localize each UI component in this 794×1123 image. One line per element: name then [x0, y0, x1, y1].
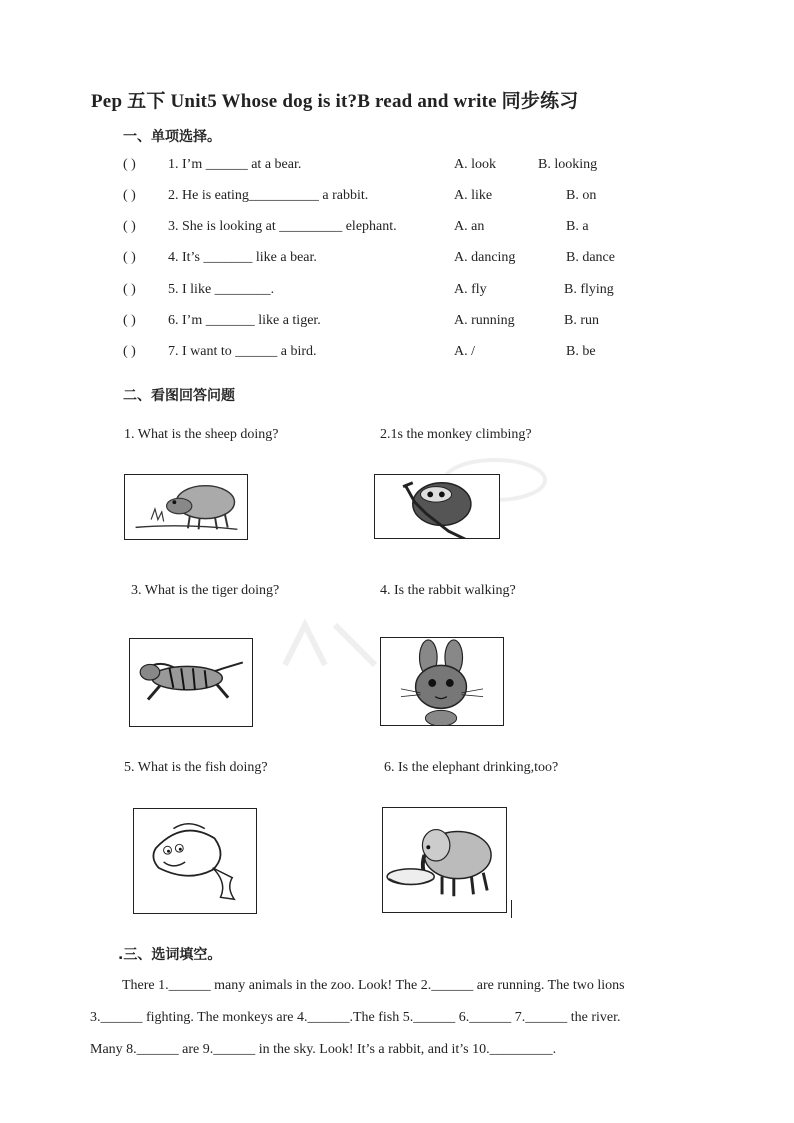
option-b: B. dance — [566, 250, 615, 265]
fish-icon — [134, 809, 256, 913]
answer-blank[interactable]: ( ) — [123, 157, 136, 172]
sheep-icon — [125, 475, 247, 539]
option-b: B. looking — [538, 157, 598, 172]
option-b: B. on — [566, 188, 597, 203]
question-stem: 3. She is looking at _________ elephant. — [168, 219, 397, 234]
tiger-icon — [130, 639, 252, 726]
fill-paragraph — [90, 970, 710, 1066]
elephant-icon — [383, 808, 506, 912]
picture-question-3: 3. What is the tiger doing? — [131, 583, 280, 598]
option-a: A. look — [454, 157, 496, 172]
answer-blank[interactable]: ( ) — [123, 188, 136, 203]
option-b: B. be — [566, 344, 596, 359]
answer-blank[interactable]: ( ) — [123, 219, 136, 234]
option-a: A. like — [454, 188, 493, 203]
option-b: B. run — [564, 313, 599, 328]
mc-question-6 — [123, 313, 623, 333]
question-stem: 5. I like ________. — [168, 282, 275, 297]
option-a: A. running — [454, 313, 515, 328]
tiger-picture — [129, 638, 253, 727]
picture-question-4: 4. Is the rabbit walking? — [380, 583, 516, 598]
answer-blank[interactable]: ( ) — [123, 250, 136, 265]
option-a: A. / — [454, 344, 475, 359]
question-stem: 4. It’s _______ like a bear. — [168, 250, 317, 265]
question-stem: 2. He is eating__________ a rabbit. — [168, 188, 369, 203]
picture-question-6: 6. Is the elephant drinking,too? — [384, 760, 559, 775]
rabbit-icon — [381, 638, 503, 725]
option-a: A. fly — [454, 282, 487, 297]
option-b: B. a — [566, 219, 589, 234]
question-stem: 6. I’m _______ like a tiger. — [168, 313, 321, 328]
mc-question-7 — [123, 344, 623, 364]
mc-question-4 — [123, 250, 623, 270]
watermark-graphic — [275, 615, 385, 675]
mc-question-2 — [123, 188, 623, 208]
question-stem: 7. I want to ______ a bird. — [168, 344, 317, 359]
answer-blank[interactable]: ( ) — [123, 282, 136, 297]
section-3-heading: .三、选词填空。 — [118, 947, 222, 963]
fill-line-3: Many 8.______ are 9.______ in the sky. Look! It’s a rabbit, and it’s 10._________. — [90, 1042, 557, 1057]
option-a: A. dancing — [454, 250, 516, 265]
picture-question-2: 2.1s the monkey climbing? — [380, 427, 532, 442]
question-stem: 1. I’m ______ at a bear. — [168, 157, 302, 172]
elephant-picture — [382, 807, 507, 913]
fill-line-1-text: There 1.______ many animals in the zoo. Look! The 2.______ are running. The two lions — [122, 978, 625, 993]
picture-question-5: 5. What is the fish doing? — [124, 760, 268, 775]
sheep-picture — [124, 474, 248, 540]
option-b: B. flying — [564, 282, 614, 297]
picture-question-1: 1. What is the sheep doing? — [124, 427, 279, 442]
monkey-picture — [374, 474, 500, 539]
fish-picture — [133, 808, 257, 914]
fill-line-1 — [90, 970, 710, 1002]
mc-question-1 — [123, 157, 623, 177]
page-title: Pep 五下 Unit5 Whose dog is it?B read and write 同步练习 — [91, 91, 579, 112]
section-1-heading: 一、单项选择。 — [123, 129, 221, 145]
section-2-heading: 二、看图回答问题 — [123, 388, 235, 404]
mc-question-3 — [123, 219, 623, 239]
answer-blank[interactable]: ( ) — [123, 313, 136, 328]
monkey-icon — [375, 475, 499, 538]
mc-question-5 — [123, 282, 623, 302]
answer-blank[interactable]: ( ) — [123, 344, 136, 359]
text-cursor — [511, 900, 512, 918]
option-a: A. an — [454, 219, 485, 234]
rabbit-picture — [380, 637, 504, 726]
fill-line-2: 3.______ fighting. The monkeys are 4.______.The fish 5.______ 6.______ 7.______ the river. — [90, 1010, 621, 1025]
